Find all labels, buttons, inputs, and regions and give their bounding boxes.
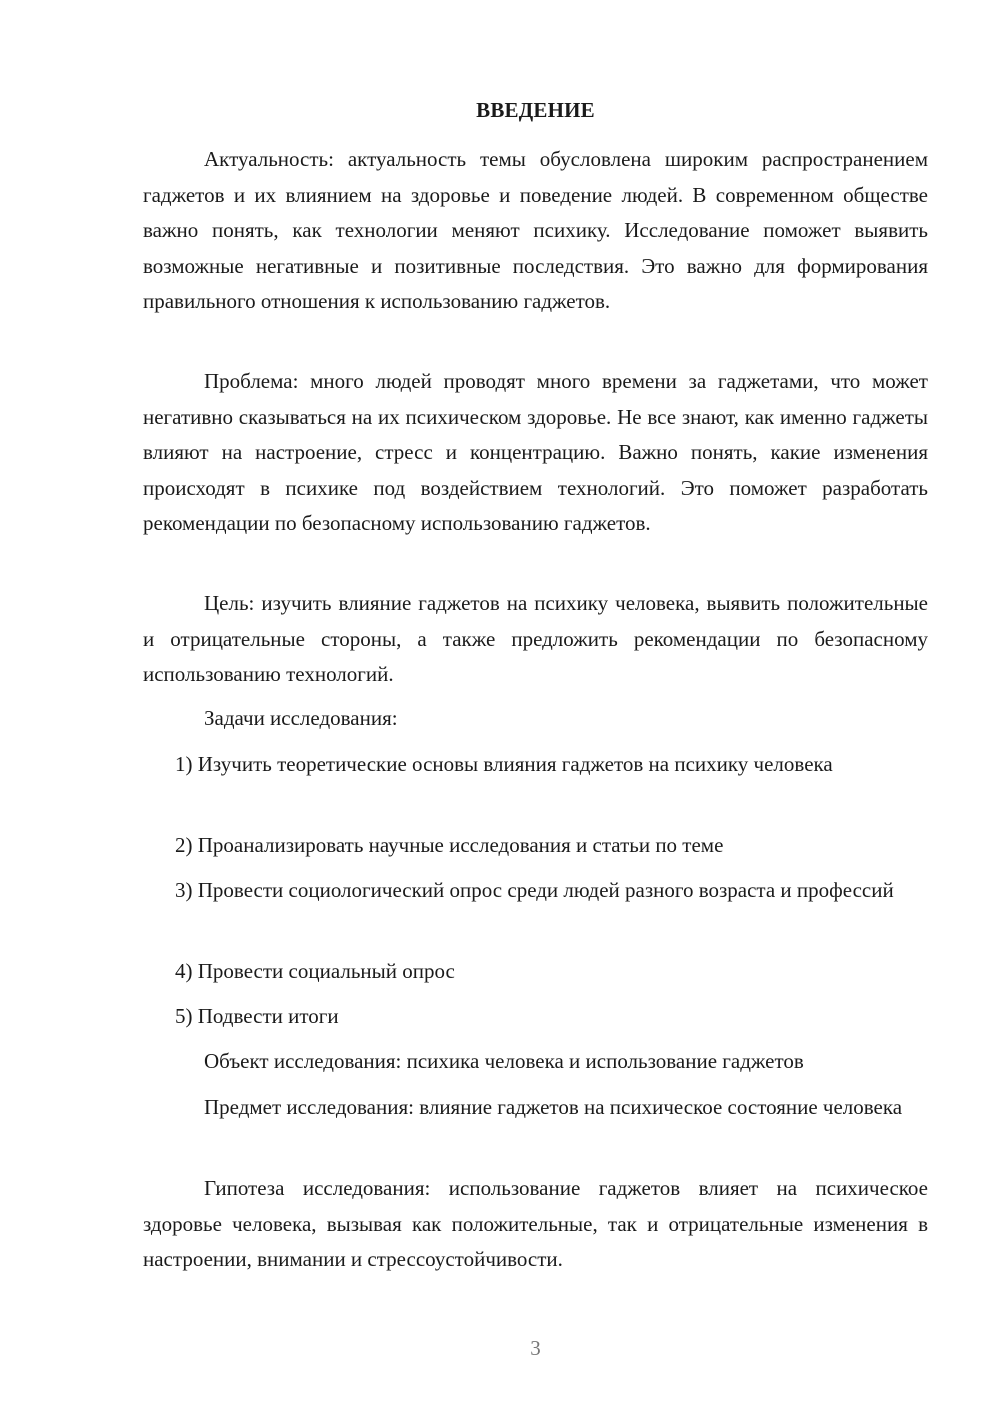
- paragraph-problem: Проблема: много людей проводят много времени за гаджетами, что может негативно сказываться на их психическом здоровье. Не все знают, как именно гаджеты влияют на настроение, стресс и концентрацию. Важно понять, какие изменения происходят в психике под воздействием технологий. Это поможет разработать рекомендации по безопасному использованию гаджетов.: [143, 369, 928, 535]
- paragraph-hypothesis: Гипотеза исследования: использование гаджетов влияет на психическое здоровье человека, вызывая как положительные, так и отрицательные изменения в настроении, внимании и стрессоустойчивости.: [143, 1176, 928, 1271]
- paragraph-subject: Предмет исследования: влияние гаджетов на психическое состояние человека: [204, 1095, 903, 1119]
- page-title: ВВЕДЕНИЕ: [476, 98, 595, 122]
- task-item-4: 4) Провести социальный опрос: [175, 959, 455, 983]
- page-number: 3: [530, 1336, 541, 1360]
- tasks-heading: Задачи исследования:: [204, 706, 398, 730]
- task-item-1: 1) Изучить теоретические основы влияния гаджетов на психику человека: [175, 752, 833, 776]
- task-item-3: 3) Провести социологический опрос среди людей разного возраста и профессий: [175, 878, 894, 902]
- paragraph-object: Объект исследования: психика человека и использование гаджетов: [204, 1049, 804, 1073]
- task-item-5: 5) Подвести итоги: [175, 1004, 339, 1028]
- task-item-2: 2) Проанализировать научные исследования и статьи по теме: [175, 833, 724, 857]
- paragraph-relevance: Актуальность: актуальность темы обусловлена широким распространением гаджетов и их влиянием на здоровье и поведение людей. В современном обществе важно понять, как технологии меняют психику. Исследование поможет выявить возможные негативные и позитивные последствия. Это важно для формирования правильного отношения к использованию гаджетов.: [143, 147, 928, 313]
- paragraph-goal: Цель: изучить влияние гаджетов на психику человека, выявить положительные и отрицательные стороны, а также предложить рекомендации по безопасному использованию технологий.: [143, 591, 928, 686]
